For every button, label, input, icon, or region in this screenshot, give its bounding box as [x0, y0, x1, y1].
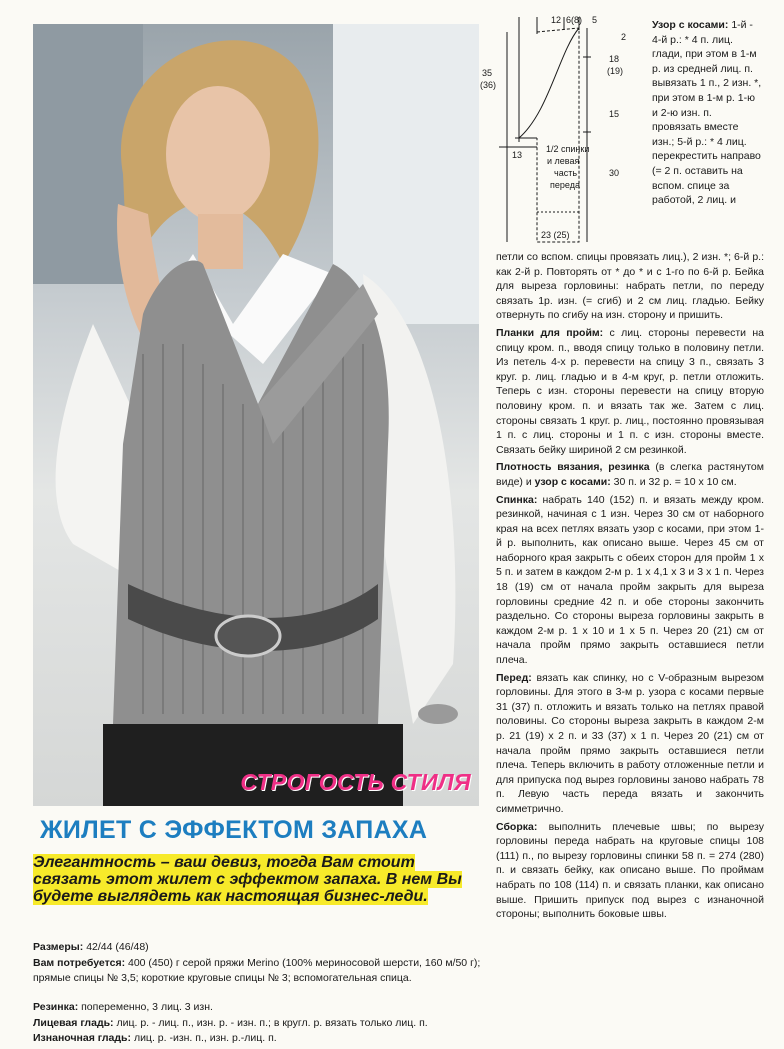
cable-pattern-body: 1-й - 4-й р.: * 4 п. лиц. глади, при этом в 1-м р. из средней лиц. п. вывязать 1 п., 2 изн. *, при этом в 1-м р. 1-ю и 2-ю изн. п. провязать вместе изн.; 5-й р.: * 4 лиц. перекрестить направо (= 2 п. оставить на вспом. спице за работой, 2 лиц. и: [652, 19, 762, 207]
intro-highlight: Элегантность – ваш девиз, тогда Вам стоит связать этот жилет с эффектом запаха. В нем Вы будете выглядеть как настоящая бизнес-леди.: [33, 854, 462, 905]
schema-label-35: 35: [482, 68, 493, 78]
reverse-line: [33, 1031, 485, 1046]
schema-label-12: 12: [551, 15, 562, 25]
instructions-column: [496, 250, 764, 925]
back-label: Спинка:: [496, 493, 538, 506]
article-title: ЖИЛЕТ С ЭФФЕКТОМ ЗАПАХА: [40, 816, 428, 844]
stockinette-line: [33, 1016, 485, 1031]
gauge-label: Плотность вязания, резинка: [496, 461, 650, 474]
armhole-label: Планки для пройм:: [496, 326, 604, 339]
materials-label: Вам потребуется:: [33, 957, 126, 969]
reverse-label: Изнаночная гладь:: [33, 1032, 132, 1044]
stockinette-label: Лицевая гладь:: [33, 1017, 114, 1029]
back-text: набрать 140 (152) п. и вязать между кром. резинкой, начиная с 1 изн. Через 30 см от наборного края на всех петлях вязать узор с косами, при этом 1-й р. выполнить, как описано выше. Через 45 см от наборного края закрыть с обеих сторон для пройм 1 х 5 п. и затем в каждом 2-м р. 1 х 4,1 х 3 и 3 х 1 п. Через 18 (19) см от начала пройм закрыть для выреза горловины средние 42 п. и обе стороны закончить раздельно. Со стороны выреза горловины закрыть в каждом 2-м р. 1 х 10 и 1 х 5 п. Через 20 (21) см от начала пройм прямо закрыть оставшиеся петли плеча.: [496, 493, 764, 667]
schema-label-5: 5: [592, 15, 598, 25]
schema-piece-line1: 1/2 спинки: [546, 144, 590, 154]
armhole-text: с лиц. стороны перевести на спицу кром. п., вводя спицу только в половину петли. Из петель 4-х р. перевести на спицу 3 п., связать 3 круг. р. лиц. гладью и в 4-м круг, р. петли отложить. Теперь с изн. стороны перевести на спицу вторую половину кром. п. и вязать так же. Затем с лиц. стороны связать 1 круг. р. лиц., постоянно провязывая 1 п. с лиц. стороны и 1 п. с изн. стороны вместе. Связать бейку шириной 2 см резинкой.: [496, 326, 764, 456]
sizes-line: [33, 940, 485, 955]
front-text: вязать как спинку, но с V-образным вырезом горловины. Для этого в 3-м р. узора с косами первые 31 (37) п. отложить и вязать только на петлях правой половины. Со стороны выреза закрыть в каждом 2-м р. 21 (19) х 2 п. и 33 (37) х 1 п. Через 20 (21) см от начала пройм прямо закрыть оставшиеся петли плеча. Теперь включить в работу отложенные петли и для припуска под вырез горловины заново набрать 78 п. Левую часть переда вязать и закончить симметрично.: [496, 671, 765, 815]
rib-value: попеременно, 3 лиц. 3 изн.: [81, 1001, 213, 1013]
schema-piece-line3: часть: [554, 168, 578, 178]
schema-label-bottom: 23 (25): [541, 230, 570, 240]
rib-label: Резинка:: [33, 1001, 79, 1013]
schema-label-13: 13: [512, 150, 523, 160]
instr-p6: [496, 820, 764, 922]
photo-caption: СТРОГОСТЬ СТИЛЯ: [240, 769, 471, 795]
schema-label-30: 30: [609, 168, 620, 178]
materials-line: [33, 956, 485, 986]
instr-p5: [496, 671, 764, 817]
instr-p4: [496, 493, 764, 668]
assembly-text: выполнить плечевые швы; по вырезу горловины переда набрать на круговые спицы 108 (111) п., по вырезу горловины спинки 58 п. = 274 (280) п. и связать бейку, как описано выше. По проймам набрать по 108 (114) п. и связать планки, как описано выше. Пришить припуск под вырез с изнаночной стороны; выполнить боковые швы.: [496, 820, 765, 921]
schema-label-2: 2: [621, 32, 627, 42]
reverse-value: лиц. р. -изн. п., изн. р.-лиц. п.: [133, 1032, 277, 1044]
photo-illustration: [33, 24, 479, 806]
cable-pattern-text: [652, 18, 762, 208]
intro-text: [33, 854, 478, 905]
gauge-mid: (в слегка растянутом виде) и: [496, 461, 764, 488]
schema-label-19: (19): [607, 66, 624, 76]
cable-pattern-label: Узор с косами:: [652, 19, 729, 31]
rib-line: [33, 1000, 485, 1015]
schema-label-15: 15: [609, 109, 620, 119]
instr-p2: [496, 326, 764, 457]
materials-value: 400 (450) г серой пряжи Merino (100% мериносовой шерсти, 160 м/50 г); прямые спицы № 3,5; короткие круговые спицы № 3; вспомогательная спица.: [33, 957, 481, 984]
model-photo: [33, 24, 479, 806]
schema-piece-line2: и левая: [547, 156, 580, 166]
assembly-label: Сборка:: [496, 820, 538, 833]
instr-p1: петли со вспом. спицы провязать лиц.), 2 изн. *; 6-й р.: как 2-й р. Повторять от * до * и с 1-го по 6-й р. Бейка для выреза горловины: набрать петли, по переду связать 1р. изн. (= сгиб) и 2 см лиц. гладью. Бейку отвернуть по сгибу на изн. сторону и пришить.: [496, 251, 764, 322]
front-label: Перед:: [496, 671, 532, 684]
schema-label-6-8: 6(8): [566, 15, 583, 25]
schema-label-18: 18: [609, 54, 620, 64]
sizes-value: 42/44 (46/48): [86, 941, 149, 953]
pattern-schematic: [479, 12, 649, 247]
sizes-label: Размеры:: [33, 941, 84, 953]
schema-piece-line4: переда: [550, 180, 580, 190]
gauge-label-2: узор с косами:: [534, 475, 611, 488]
gauge-text: 30 п. и 32 р. = 10 х 10 см.: [613, 475, 737, 488]
schema-label-36: (36): [480, 80, 497, 90]
stockinette-value: лиц. р. - лиц. п., изн. р. - изн. п.; в кругл. р. вязать только лиц. п.: [116, 1017, 428, 1029]
instr-p3: [496, 460, 764, 489]
